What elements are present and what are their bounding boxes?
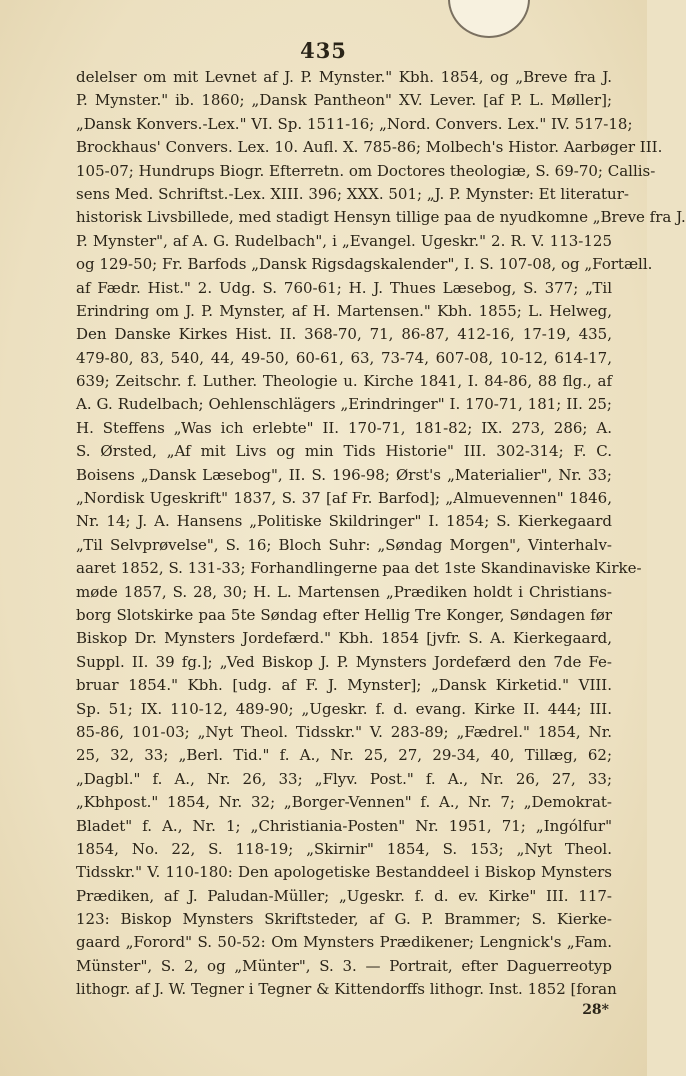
page-thumb-notch <box>448 0 530 38</box>
text-line: af Fædr. Hist." 2. Udg. S. 760-61; H. J. Thues Læsebog, S. 377; „Til <box>76 278 612 297</box>
body-text <box>76 66 686 1002</box>
text-line: 1854, No. 22, S. 118-19; „Skirnir" 1854, S. 153; „Nyt Theol. <box>76 839 612 858</box>
text-line: borg Slotskirke paa 5te Søndag efter Hellig Tre Konger, Søndagen før <box>76 605 612 624</box>
text-line: historisk Livsbillede, med stadigt Hensyn tillige paa de nyudkomne „Breve fra J. <box>76 208 686 227</box>
text-line: A. G. Rudelbach; Oehlenschlägers „Erindringer" I. 170-71, 181; II. 25; <box>76 395 612 414</box>
text-line: „Til Selvprøvelse", S. 16; Bloch Suhr: „Søndag Morgen", Vinterhalv- <box>76 535 612 554</box>
text-line: „Kbhpost." 1854, Nr. 32; „Borger-Vennen" f. A., Nr. 7; „Demokrat- <box>76 793 612 812</box>
text-line: Sp. 51; IX. 110-12, 489-90; „Ugeskr. f. d. evang. Kirke II. 444; III. <box>76 699 612 718</box>
text-line: Erindring om J. P. Mynster, af H. Martensen." Kbh. 1855; L. Helweg, <box>76 301 612 320</box>
text-line: „Dagbl." f. A., Nr. 26, 33; „Flyv. Post." f. A., Nr. 26, 27, 33; <box>76 769 612 788</box>
text-line: 85-86, 101-03; „Nyt Theol. Tidsskr." V. 283-89; „Fædrel." 1854, Nr. <box>76 722 612 741</box>
signature-mark: 28* <box>582 1002 609 1018</box>
text-line: 25, 32, 33; „Berl. Tid." f. A., Nr. 25, 27, 29-34, 40, Tillæg, 62; <box>76 746 612 765</box>
text-line: Tidsskr." V. 110-180: Den apologetiske Bestanddeel i Biskop Mynsters <box>76 863 612 882</box>
text-line: H. Steffens „Was ich erlebte" II. 170-71, 181-82; IX. 273, 286; A. <box>76 418 612 437</box>
text-line: Prædiken, af J. Paludan-Müller; „Ugeskr. f. d. ev. Kirke" III. 117- <box>76 886 612 905</box>
text-line: Suppl. II. 39 fg.]; „Ved Biskop J. P. Mynsters Jordefærd den 7de Fe- <box>76 652 612 671</box>
text-line: 479-80, 83, 540, 44, 49-50, 60-61, 63, 73-74, 607-08, 10-12, 614-17, <box>76 348 612 367</box>
text-line: P. Mynster", af A. G. Rudelbach", i „Evangel. Ugeskr." 2. R. V. 113-125 <box>76 231 612 250</box>
text-line: delelser om mit Levnet af J. P. Mynster." Kbh. 1854, og „Breve fra J. <box>76 68 612 86</box>
text-line: lithogr. af J. W. Tegner i Tegner & Kittendorffs lithogr. Inst. 1852 [foran <box>76 980 617 999</box>
text-line: „Dansk Konvers.-Lex." VI. Sp. 1511-16; „Nord. Convers. Lex." IV. 517-18; <box>76 114 633 133</box>
text-line: sens Med. Schriftst.-Lex. XIII. 396; XXX. 501; „J. P. Mynster: Et literatur- <box>76 184 629 203</box>
text-line: 639; Zeitschr. f. Luther. Theologie u. Kirche 1841, I. 84-86, 88 flg., af <box>76 372 612 391</box>
text-line: 123: Biskop Mynsters Skriftsteder, af G. P. Brammer; S. Kierke- <box>76 910 612 929</box>
text-line: Nr. 14; J. A. Hansens „Politiske Skildringer" I. 1854; S. Kierkegaard <box>76 512 612 531</box>
text-line: gaard „Forord" S. 50-52: Om Mynsters Prædikener; Lengnick's „Fam. <box>76 933 612 952</box>
text-line: bruar 1854." Kbh. [udg. af F. J. Mynster]; „Dansk Kirketid." VIII. <box>76 676 612 695</box>
text-line: og 129-50; Fr. Barfods „Dansk Rigsdagskalender", I. S. 107-08, og „Fortæll. <box>76 255 653 274</box>
text-line: møde 1857, S. 28, 30; H. L. Martensen „Prædiken holdt i Christians- <box>76 582 612 601</box>
text-line: Boisens „Dansk Læsebog", II. S. 196-98; Ørst's „Materialier", Nr. 33; <box>76 465 612 484</box>
page-number: 435 <box>300 38 347 63</box>
text-line: Den Danske Kirkes Hist. II. 368-70, 71, 86-87, 412-16, 17-19, 435, <box>76 325 612 344</box>
text-line: Bladet" f. A., Nr. 1; „Christiania-Posten" Nr. 1951, 71; „Ingólfur" <box>76 816 612 835</box>
text-line: „Nordisk Ugeskrift" 1837, S. 37 [af Fr. Barfod]; „Almuevennen" 1846, <box>76 489 612 508</box>
text-line: Münster", S. 2, og „Münter", S. 3. — Portrait, efter Daguerreotyp <box>76 956 612 975</box>
text-line: Brockhaus' Convers. Lex. 10. Aufl. X. 785-86; Molbech's Histor. Aarbøger III. <box>76 138 663 157</box>
text-line: 105-07; Hundrups Biogr. Efterretn. om Doctores theologiæ, S. 69-70; Callis- <box>76 161 656 180</box>
text-line: S. Ørsted, „Af mit Livs og min Tids Historie" III. 302-314; F. C. <box>76 442 612 461</box>
text-line: P. Mynster." ib. 1860; „Dansk Pantheon" XV. Lever. [af P. L. Møller]; <box>76 91 612 110</box>
text-line: Biskop Dr. Mynsters Jordefærd." Kbh. 1854 [jvfr. S. A. Kierkegaard, <box>76 629 612 648</box>
text-line: aaret 1852, S. 131-33; Forhandlingerne paa det 1ste Skandinaviske Kirke- <box>76 559 642 578</box>
